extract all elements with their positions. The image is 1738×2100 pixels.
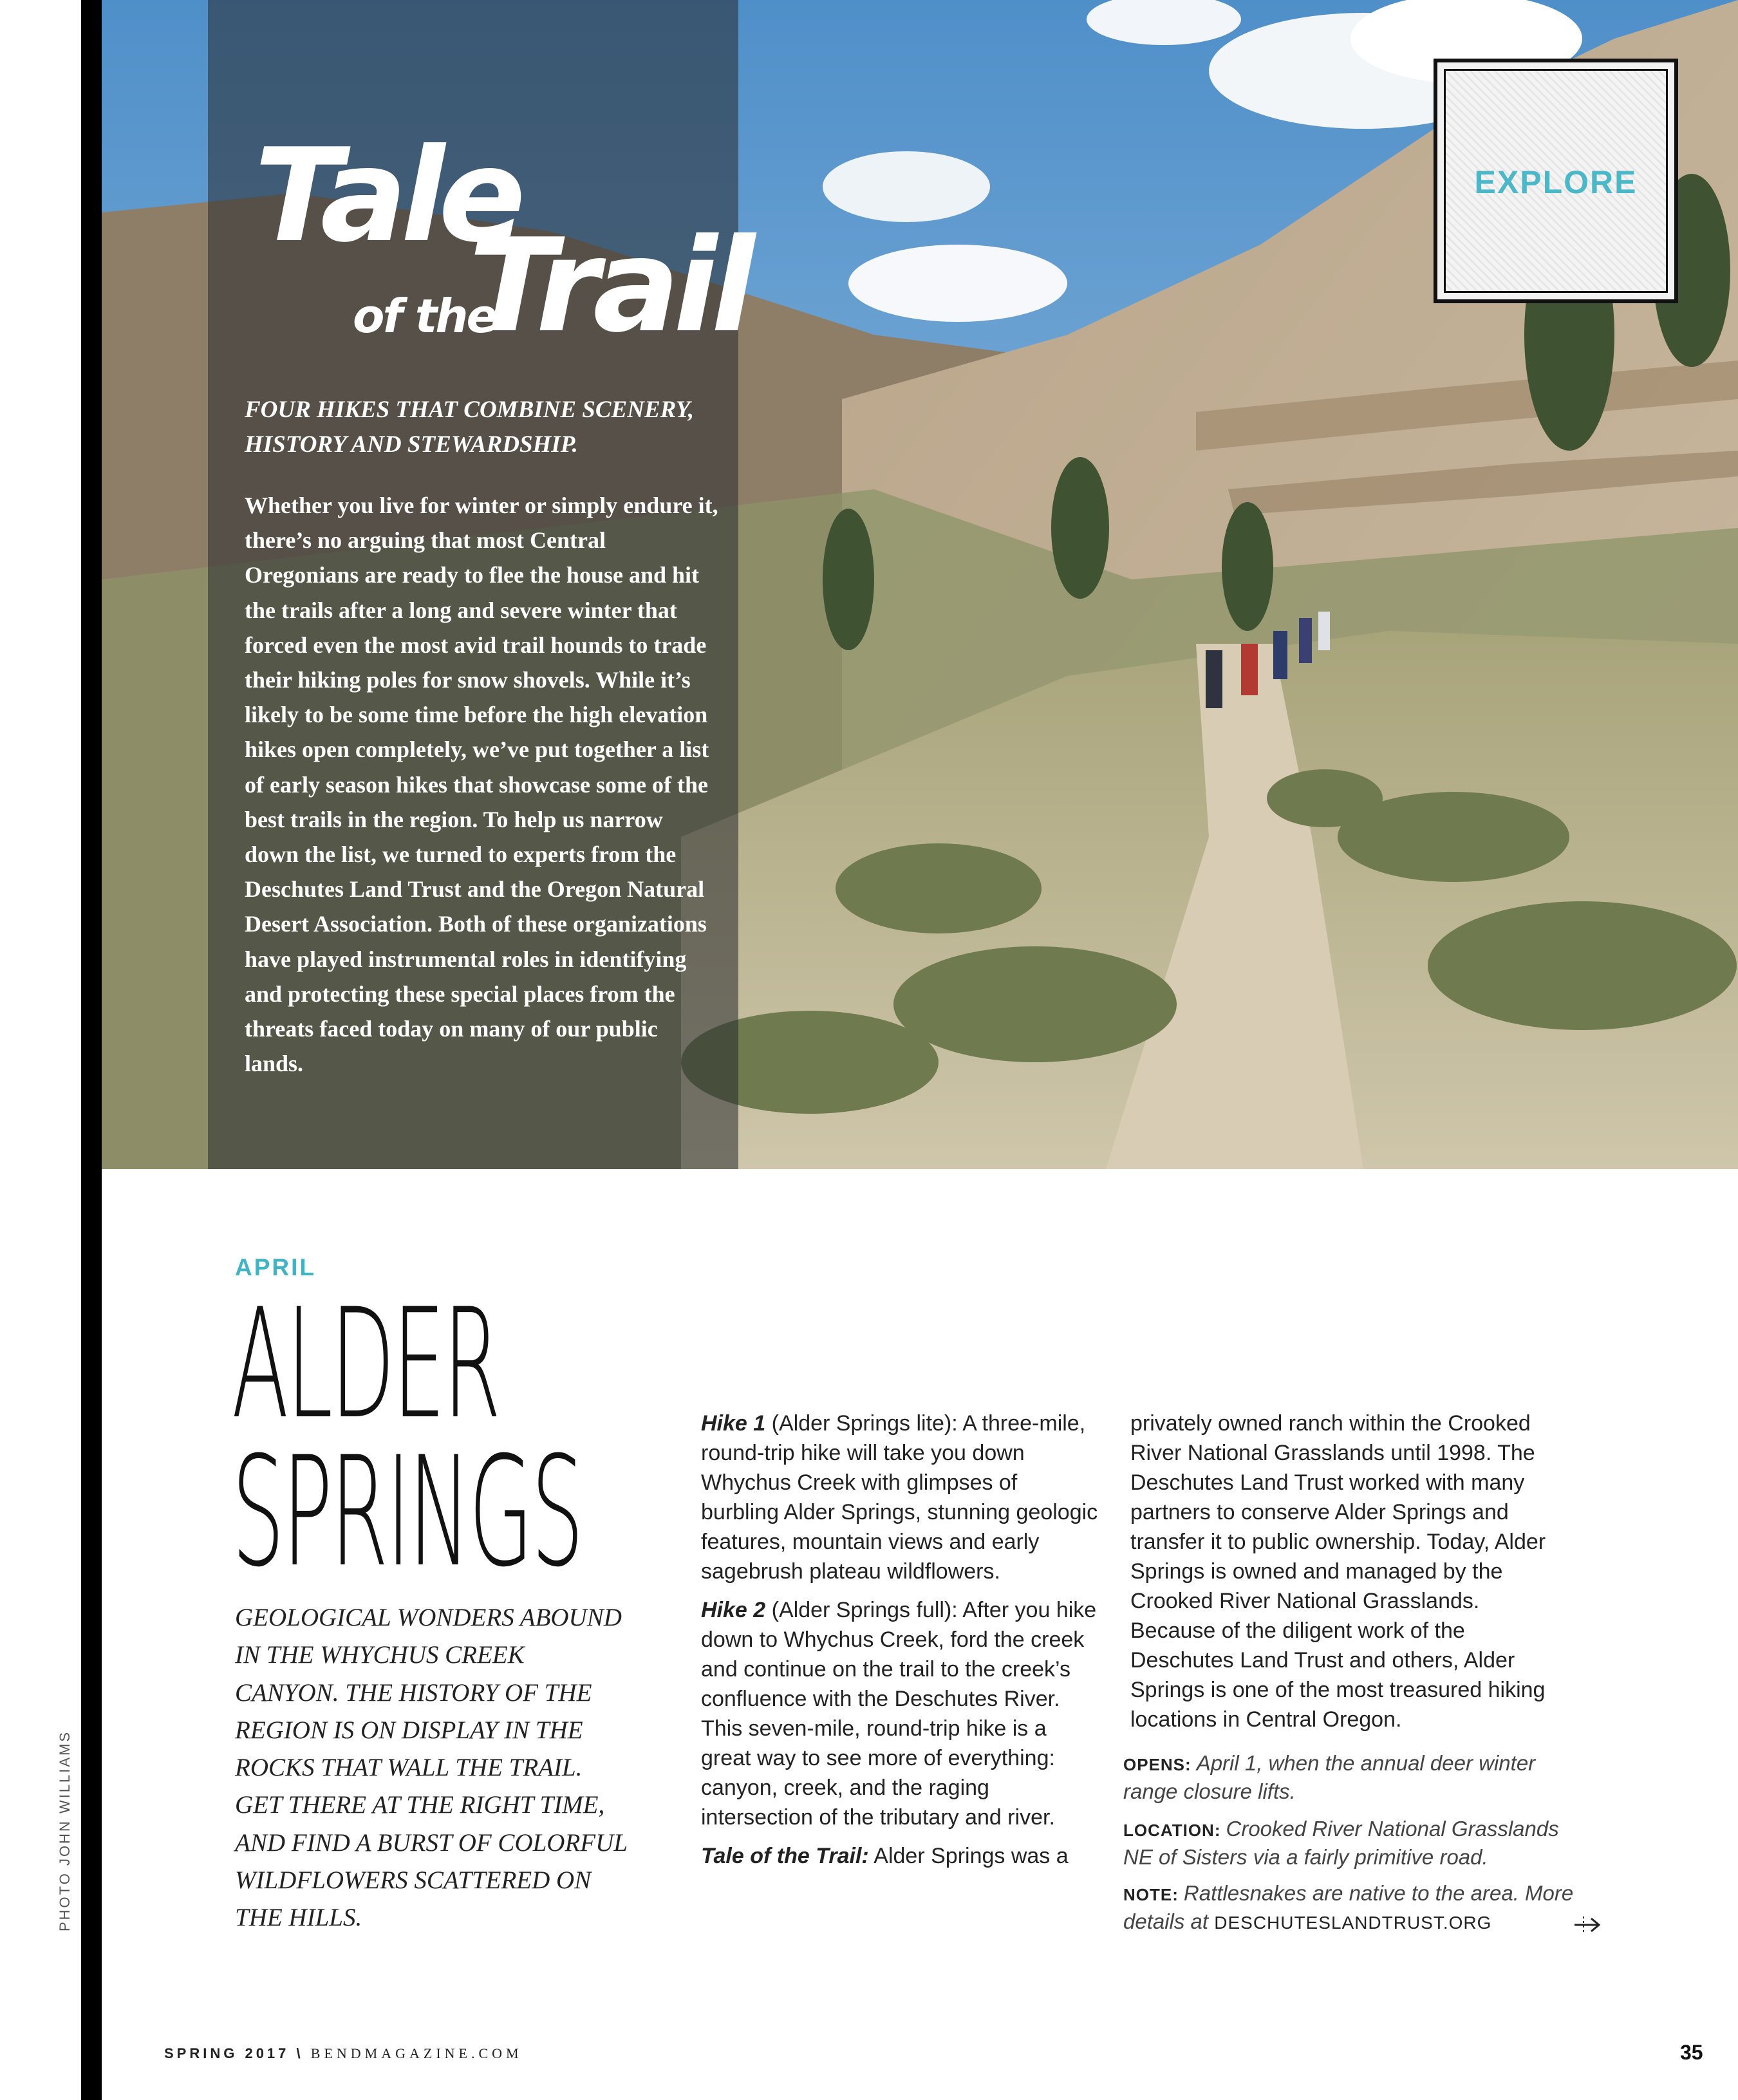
opens-text: April 1, when the annual deer winter range closure lifts. <box>1123 1751 1536 1803</box>
hike-1-text: (Alder Springs lite): A three-mile, round-trip hike will take you down Whychus Creek with glimpses of burbling Alder Springs, stunning geologic features, mountain views and early sagebrush plateau wildflowers. <box>701 1411 1098 1584</box>
explore-section-badge <box>1434 59 1678 303</box>
article-subtitle: FOUR HIKES THAT COMBINE SCENERY, HISTORY AND STEWARDSHIP. <box>245 397 695 458</box>
month-label: APRIL <box>235 1254 316 1280</box>
website-link[interactable]: DESCHUTESLANDTRUST.ORG <box>1214 1913 1492 1933</box>
hike-2-label: Hike 2 <box>701 1598 766 1622</box>
body-column-1 <box>701 1409 1100 1880</box>
opens-info <box>1123 1750 1574 1805</box>
tale-text: Alder Springs was a <box>868 1844 1069 1868</box>
end-of-article-icon <box>1571 1909 1603 1941</box>
location-info <box>1123 1815 1574 1871</box>
column-2-paragraph: privately owned ranch within the Crooked River National Grasslands until 1998. The Deschutes Land Trust worked with many partners to conserve Alder Springs and transfer it to public ownership. Today, Alder Springs is owned and managed by the Crooked River National Grasslands. Because of the diligent work of the Deschutes Land Trust and others, Alder Springs is one of the most treasured hiking locations in Central Oregon. <box>1130 1411 1546 1732</box>
footer-issue-line <box>164 2045 523 2062</box>
tale-label: Tale of the Trail: <box>701 1844 869 1868</box>
title-word-trail: Trail <box>469 211 749 361</box>
title-word-of-the: of the <box>353 289 496 343</box>
footer-separator: \ <box>296 2045 304 2061</box>
page-number: 35 <box>1680 2041 1703 2064</box>
title-word-tale: Tale <box>254 121 519 271</box>
hike-2-paragraph <box>701 1595 1100 1832</box>
explore-label: EXPLORE <box>1474 164 1638 200</box>
headline-line-1: ALDER <box>232 1277 499 1452</box>
footer-site[interactable]: BENDMAGAZINE.COM <box>310 2045 523 2061</box>
note-label: NOTE: <box>1123 1885 1179 1904</box>
hike-1-label: Hike 1 <box>701 1411 766 1436</box>
headline <box>232 1277 582 1600</box>
photo-credit: PHOTO JOHN WILLIAMS <box>57 1730 73 1931</box>
footer-issue: SPRING 2017 <box>164 2045 290 2061</box>
note-info <box>1123 1880 1574 1936</box>
headline-line-2: SPRINGS <box>232 1425 582 1600</box>
body-column-2 <box>1130 1409 1568 1743</box>
note-text: Rattlesnakes are native to the area. More details at <box>1123 1881 1574 1933</box>
location-label: LOCATION: <box>1123 1821 1221 1840</box>
opens-label: OPENS: <box>1123 1755 1191 1774</box>
tale-paragraph <box>701 1841 1100 1871</box>
deck-text: GEOLOGICAL WONDERS ABOUND IN THE WHYCHUS CREEK CANYON. THE HISTORY OF THE REGION IS ON DISPLAY IN THE ROCKS THAT WALL THE TRAIL. GET THERE AT THE RIGHT TIME, AND FIND A BURST OF COLORFUL WILDFLOWERS SCATTERED ON THE HILLS. <box>235 1604 628 1932</box>
intro-paragraph: Whether you live for winter or simply endure it, there’s no arguing that most Central Oregonians are ready to flee the house and hit the trails after a long and severe winter that forced even the most avid trail hounds to trade their hiking poles for snow shovels. While it’s likely to be some time before the high elevation hikes open completely, we’ve put together a list of early season hikes that showcase some of the best trails in the region. To help us narrow down the list, we turned to experts from the Deschutes Land Trust and the Oregon Natural Desert Association. Both of these organizations have played instrumental roles in identifying and protecting these special places from the threats faced today on many of our public lands. <box>245 492 718 1077</box>
left-black-rule <box>81 0 102 2100</box>
hike-1-paragraph <box>701 1409 1100 1586</box>
location-text: Crooked River National Grasslands NE of Sisters via a fairly primitive road. <box>1123 1817 1559 1869</box>
hike-2-text: (Alder Springs full): After you hike down to Whychus Creek, ford the creek and continue on the trail to the creek’s confluence with the Deschutes River. This seven-mile, round-trip hike is a great way to see more of everything: canyon, creek, and the raging intersection of the tributary and river. <box>701 1598 1097 1830</box>
